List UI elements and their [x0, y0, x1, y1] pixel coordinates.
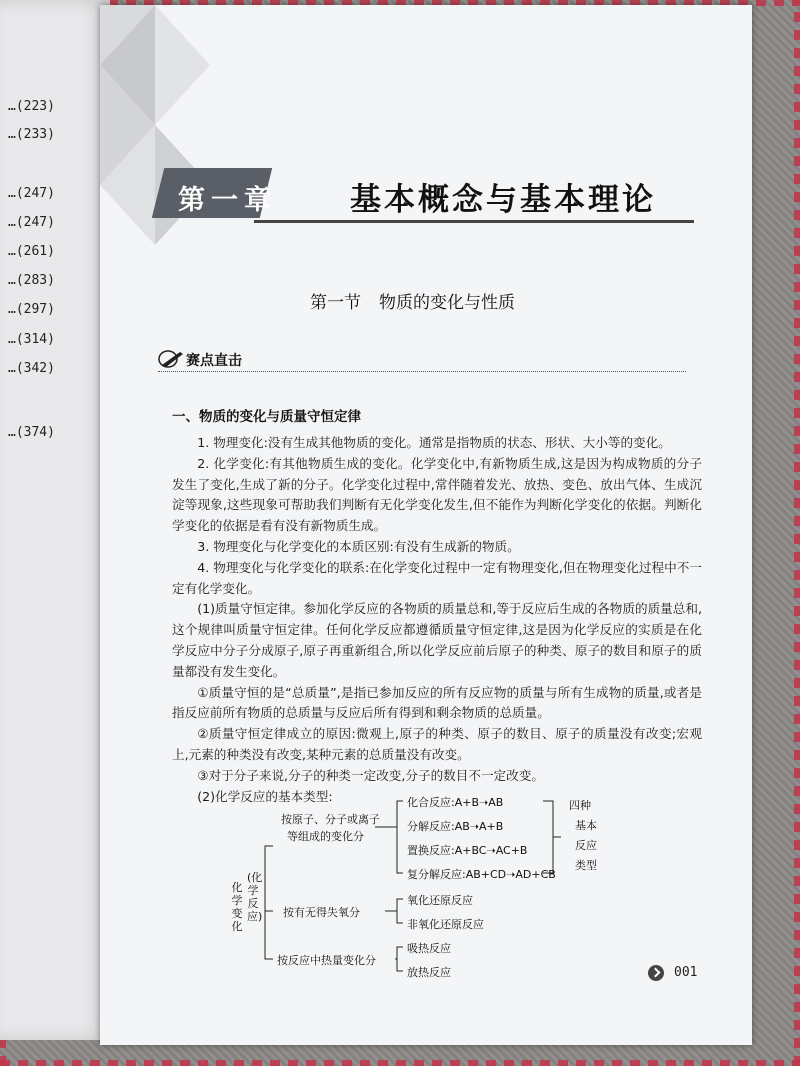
- toc-entry: …(261): [8, 244, 55, 259]
- section-number: 第一节: [310, 293, 361, 313]
- section-title: [310, 288, 533, 313]
- toc-entry: …(342): [8, 361, 55, 376]
- body-text: [172, 433, 702, 807]
- toc-entry: …(247): [8, 215, 55, 230]
- paragraph: ①质量守恒的是“总质量”,是指已参加反应的所有反应物的质量与所有生成物的质量,或者是指反应前所有物质的总质量与反应后所有得到和剩余物质的总质量。: [172, 684, 702, 721]
- page-number-text: 001: [674, 965, 698, 980]
- root-paren-label: (化学反应): [247, 871, 263, 923]
- branch-label: 按原子、分子或离子: [281, 813, 380, 826]
- reaction-type: 分解反应:AB➝A+B: [407, 820, 504, 833]
- toc-entry: …(233): [8, 127, 55, 142]
- toc-entry: …(374): [8, 425, 55, 440]
- chapter-header: [158, 168, 663, 226]
- group-label: 类型: [575, 859, 597, 872]
- paragraph: 4. 物理变化与化学变化的联系:在化学变化过程中一定有物理变化,但在物理变化过程中不一定有化学变化。: [172, 559, 702, 596]
- group-label: 基本: [575, 819, 597, 832]
- paragraph: 1. 物理变化:没有生成其他物质的变化。通常是指物质的状态、形状、大小等的变化。: [197, 435, 671, 450]
- toc-entry: …(314): [8, 332, 55, 347]
- reaction-type: 氧化还原反应: [407, 894, 473, 907]
- toc-entry: …(223): [8, 99, 55, 114]
- toc-entry: …(297): [8, 302, 55, 317]
- tag-divider: [158, 371, 686, 372]
- group-label: 四种: [569, 799, 591, 812]
- root-label: 化学变化: [231, 881, 243, 933]
- chapter-underline: [254, 220, 694, 223]
- reaction-type: 复分解反应:AB+CD➝AD+CB: [407, 868, 556, 881]
- chevron-right-icon: [648, 965, 664, 981]
- reaction-type: 置换反应:A+BC➝AC+B: [407, 844, 528, 857]
- paragraph: 2. 化学变化:有其他物质生成的变化。化学变化中,有新物质生成,这是因为构成物质的分子发生了变化,生成了新的分子。化学变化过程中,常伴随着发光、放热、变色、放出气体、生成沉淀等现象,这些现象可帮助我们判断有无化学变化发生,但不能作为判断化学变化的依据。判断化学变化的依据是看有没有新物质生成。: [172, 455, 702, 534]
- paragraph: ②质量守恒定律成立的原因:微观上,原子的种类、原子的数目、原子的质量没有改变;宏观上,元素的种类没有改变,某种元素的总质量没有改变。: [172, 726, 702, 762]
- branch-label: 等组成的变化分: [287, 830, 364, 843]
- reaction-type: 非氧化还原反应: [407, 918, 484, 931]
- book-page: [100, 5, 752, 1045]
- paragraph: (1)质量守恒定律。参加化学反应的各物质的质量总和,等于反应后生成的各物质的质量总和,这个规律叫质量守恒定律。任何化学反应都遵循质量守恒定律,这是因为化学反应的实质是在化学反应中分子分成原子,原子再重新组合,所以化学反应前后原子的种类、原子的数目和原子的质量都没有发生变化。: [172, 601, 702, 679]
- tag-label: 赛点直击: [186, 353, 242, 369]
- toc-entry: …(283): [8, 273, 55, 288]
- decorative-border-bottom: [0, 1060, 800, 1066]
- reaction-type: 化合反应:A+B➝AB: [407, 796, 504, 809]
- left-page: [0, 0, 110, 1040]
- subheading: 一、物质的变化与质量守恒定律: [172, 409, 361, 425]
- chapter-title: 基本概念与基本理论: [350, 182, 656, 218]
- section-name: 物质的变化与性质: [379, 293, 515, 313]
- reaction-type: 吸热反应: [407, 942, 451, 955]
- pen-icon: [158, 349, 184, 369]
- paragraph: 3. 物理变化与化学变化的本质区别:有没有生成新的物质。: [197, 538, 520, 554]
- branch-label: 按有无得失氧分: [283, 906, 360, 919]
- paragraph: ③对于分子来说,分子的种类一定改变,分子的数目不一定改变。: [197, 767, 544, 783]
- reaction-type: 放热反应: [407, 966, 451, 979]
- reaction-classification-diagram: [225, 791, 698, 981]
- toc-entry: …(247): [8, 186, 55, 201]
- chapter-badge-text: 第一章: [178, 185, 277, 216]
- branch-label: 按反应中热量变化分: [277, 954, 376, 967]
- paragraph: (2)化学反应的基本类型:: [197, 788, 333, 804]
- group-label: 反应: [575, 839, 597, 852]
- decorative-border-right: [794, 0, 800, 1066]
